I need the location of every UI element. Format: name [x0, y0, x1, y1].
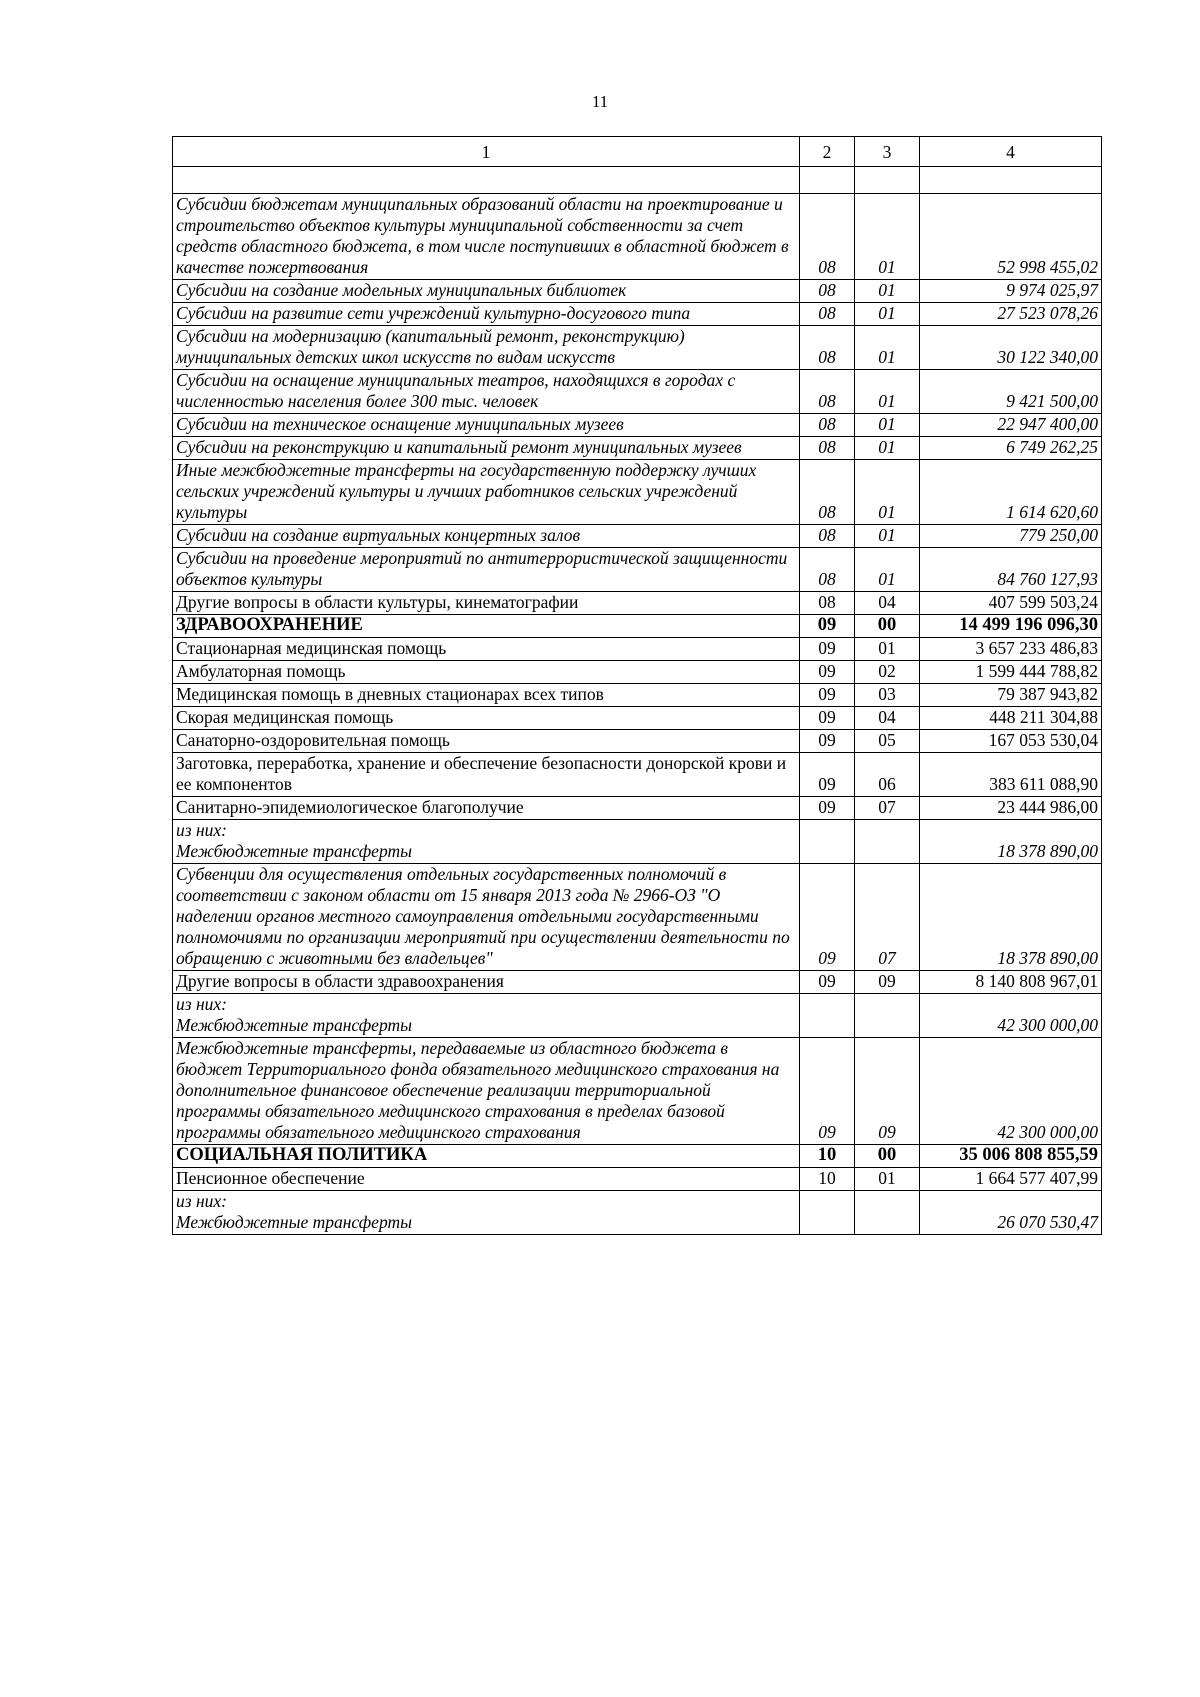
row-name: Санаторно-оздоровительная помощь: [173, 730, 800, 753]
table-row: [173, 437, 1102, 460]
row-name: Заготовка, переработка, хранение и обеспечение безопасности донорской крови и ее компонентов: [173, 753, 800, 797]
row-name: Субсидии на техническое оснащение муниципальных музеев: [173, 414, 800, 437]
row-amount: 167 053 530,04: [920, 730, 1102, 753]
table-row: [173, 1191, 1102, 1235]
row-subsection-code: [855, 820, 920, 864]
row-subsection-code: 09: [855, 971, 920, 994]
row-section-code: 08: [800, 194, 855, 280]
row-name-text: Межбюджетные трансферты: [176, 1015, 412, 1035]
row-section-code: 09: [800, 707, 855, 730]
row-name: Другие вопросы в области культуры, кинематографии: [173, 592, 800, 615]
header-row: [173, 137, 1102, 167]
row-amount: 42 300 000,00: [920, 1038, 1102, 1145]
row-section-code: 09: [800, 797, 855, 820]
row-section-code: 10: [800, 1145, 855, 1168]
row-amount: 3 657 233 486,83: [920, 638, 1102, 661]
row-section-code: 08: [800, 437, 855, 460]
row-subsection-code: 01: [855, 437, 920, 460]
row-section-code: 09: [800, 864, 855, 971]
row-amount: 22 947 400,00: [920, 414, 1102, 437]
table-row: [173, 661, 1102, 684]
header-col-4: 4: [920, 137, 1102, 167]
row-subsection-code: 01: [855, 194, 920, 280]
header-col-3: 3: [855, 137, 920, 167]
row-amount: 1 614 620,60: [920, 460, 1102, 525]
row-section-code: 09: [800, 684, 855, 707]
table-row: [173, 548, 1102, 592]
table-row: [173, 194, 1102, 280]
row-subsection-code: [855, 994, 920, 1038]
table-row: [173, 460, 1102, 525]
row-amount: 383 611 088,90: [920, 753, 1102, 797]
table-row: [173, 1145, 1102, 1168]
table-row: [173, 414, 1102, 437]
row-name: ЗДРАВООХРАНЕНИЕ: [173, 615, 800, 638]
row-section-code: 08: [800, 280, 855, 303]
row-section-code: 09: [800, 971, 855, 994]
row-prefix: из них:: [176, 994, 227, 1014]
row-subsection-code: 00: [855, 615, 920, 638]
row-name-text: Межбюджетные трансферты: [176, 841, 412, 861]
row-subsection-code: 01: [855, 414, 920, 437]
row-name: Субсидии бюджетам муниципальных образований области на проектирование и строительство объектов культуры муниципальной собственности за счет средств областного бюджета, в том числе поступивших в областной бюджет в качестве пожертвования: [173, 194, 800, 280]
row-subsection-code: 07: [855, 864, 920, 971]
row-subsection-code: 01: [855, 280, 920, 303]
row-section-code: 09: [800, 753, 855, 797]
row-section-code: 09: [800, 1038, 855, 1145]
row-subsection-code: 03: [855, 684, 920, 707]
table-row: [173, 303, 1102, 326]
row-section-code: [800, 1191, 855, 1235]
row-prefix: из них:: [176, 820, 227, 840]
row-name: СОЦИАЛЬНАЯ ПОЛИТИКА: [173, 1145, 800, 1168]
row-section-code: 09: [800, 661, 855, 684]
row-amount: 30 122 340,00: [920, 326, 1102, 370]
table-row: [173, 370, 1102, 414]
table-row: [173, 820, 1102, 864]
row-name: Санитарно-эпидемиологическое благополучие: [173, 797, 800, 820]
table-row: [173, 1038, 1102, 1145]
table-row: [173, 730, 1102, 753]
row-name: Субсидии на создание модельных муниципальных библиотек: [173, 280, 800, 303]
row-name: Иные межбюджетные трансферты на государственную поддержку лучших сельских учреждений культуры и лучших работников сельских учреждений культуры: [173, 460, 800, 525]
row-subsection-code: 04: [855, 592, 920, 615]
row-amount: 1 599 444 788,82: [920, 661, 1102, 684]
row-section-code: 09: [800, 638, 855, 661]
row-subsection-code: 01: [855, 548, 920, 592]
table-body: [173, 167, 1102, 1235]
table-row: [173, 797, 1102, 820]
table-row: [173, 638, 1102, 661]
row-subsection-code: 07: [855, 797, 920, 820]
row-amount: 8 140 808 967,01: [920, 971, 1102, 994]
row-subsection-code: 04: [855, 707, 920, 730]
row-name: Другие вопросы в области здравоохранения: [173, 971, 800, 994]
row-subsection-code: [855, 1191, 920, 1235]
row-name: [173, 1191, 800, 1235]
row-name: [173, 994, 800, 1038]
row-amount: 23 444 986,00: [920, 797, 1102, 820]
row-section-code: 08: [800, 414, 855, 437]
row-name: Субсидии на модернизацию (капитальный ремонт, реконструкцию) муниципальных детских школ искусств по видам искусств: [173, 326, 800, 370]
spacer-row: [173, 167, 1102, 194]
row-amount: 27 523 078,26: [920, 303, 1102, 326]
row-name: Пенсионное обеспечение: [173, 1168, 800, 1191]
row-subsection-code: 01: [855, 303, 920, 326]
row-section-code: 08: [800, 370, 855, 414]
row-subsection-code: 01: [855, 638, 920, 661]
row-section-code: 09: [800, 730, 855, 753]
row-name: Субсидии на проведение мероприятий по антитеррористической защищенности объектов культуры: [173, 548, 800, 592]
row-section-code: [800, 820, 855, 864]
row-section-code: 08: [800, 303, 855, 326]
row-amount: 18 378 890,00: [920, 820, 1102, 864]
row-amount: 42 300 000,00: [920, 994, 1102, 1038]
row-subsection-code: 02: [855, 661, 920, 684]
row-name-text: Межбюджетные трансферты: [176, 1212, 412, 1232]
row-amount: 18 378 890,00: [920, 864, 1102, 971]
table-row: [173, 864, 1102, 971]
table-row: [173, 326, 1102, 370]
table-row: [173, 994, 1102, 1038]
row-section-code: 10: [800, 1168, 855, 1191]
row-section-code: 09: [800, 615, 855, 638]
row-subsection-code: 09: [855, 1038, 920, 1145]
row-amount: 79 387 943,82: [920, 684, 1102, 707]
row-amount: 35 006 808 855,59: [920, 1145, 1102, 1168]
row-amount: 9 421 500,00: [920, 370, 1102, 414]
row-amount: 448 211 304,88: [920, 707, 1102, 730]
header-col-1: 1: [173, 137, 800, 167]
row-amount: 1 664 577 407,99: [920, 1168, 1102, 1191]
row-section-code: 08: [800, 525, 855, 548]
row-prefix: из них:: [176, 1191, 227, 1211]
row-name: Амбулаторная помощь: [173, 661, 800, 684]
row-name: Субсидии на развитие сети учреждений культурно-досугового типа: [173, 303, 800, 326]
row-subsection-code: 01: [855, 1168, 920, 1191]
table-row: [173, 707, 1102, 730]
row-amount: 52 998 455,02: [920, 194, 1102, 280]
row-amount: 26 070 530,47: [920, 1191, 1102, 1235]
row-name: Медицинская помощь в дневных стационарах всех типов: [173, 684, 800, 707]
table-row: [173, 1168, 1102, 1191]
row-name: [173, 820, 800, 864]
row-name: Стационарная медицинская помощь: [173, 638, 800, 661]
table-row: [173, 753, 1102, 797]
row-subsection-code: 01: [855, 370, 920, 414]
row-section-code: 08: [800, 326, 855, 370]
row-amount: 14 499 196 096,30: [920, 615, 1102, 638]
row-name: Скорая медицинская помощь: [173, 707, 800, 730]
row-name: Субсидии на реконструкцию и капитальный ремонт муниципальных музеев: [173, 437, 800, 460]
row-amount: 407 599 503,24: [920, 592, 1102, 615]
row-amount: 6 749 262,25: [920, 437, 1102, 460]
row-amount: 779 250,00: [920, 525, 1102, 548]
table-row: [173, 971, 1102, 994]
row-subsection-code: 01: [855, 525, 920, 548]
budget-table: [172, 136, 1102, 1235]
row-section-code: 08: [800, 548, 855, 592]
table-row: [173, 280, 1102, 303]
row-subsection-code: 06: [855, 753, 920, 797]
row-name: Субсидии на создание виртуальных концертных залов: [173, 525, 800, 548]
table-row: [173, 592, 1102, 615]
row-subsection-code: 05: [855, 730, 920, 753]
row-section-code: 08: [800, 460, 855, 525]
header-col-2: 2: [800, 137, 855, 167]
row-amount: 9 974 025,97: [920, 280, 1102, 303]
table-row: [173, 684, 1102, 707]
table-row: [173, 525, 1102, 548]
table-row: [173, 615, 1102, 638]
row-subsection-code: 01: [855, 460, 920, 525]
row-name: Субсидии на оснащение муниципальных театров, находящихся в городах с численностью населения более 300 тыс. человек: [173, 370, 800, 414]
row-subsection-code: 00: [855, 1145, 920, 1168]
row-amount: 84 760 127,93: [920, 548, 1102, 592]
row-subsection-code: 01: [855, 326, 920, 370]
page-number: 11: [591, 92, 609, 111]
row-name: Субвенции для осуществления отдельных государственных полномочий в соответствии с законом области от 15 января 2013 года № 2966-ОЗ "О наделении органов местного самоуправления отдельными государственными полномочиями по организации мероприятий при осуществлении деятельности по обращению с животными без владельцев": [173, 864, 800, 971]
row-name: Межбюджетные трансферты, передаваемые из областного бюджета в бюджет Территориального фонда обязательного медицинского страхования на дополнительное финансовое обеспечение реализации территориальной программы обязательного медицинского страхования в пределах базовой программы обязательного медицинского страхования: [173, 1038, 800, 1145]
row-section-code: [800, 994, 855, 1038]
row-section-code: 08: [800, 592, 855, 615]
